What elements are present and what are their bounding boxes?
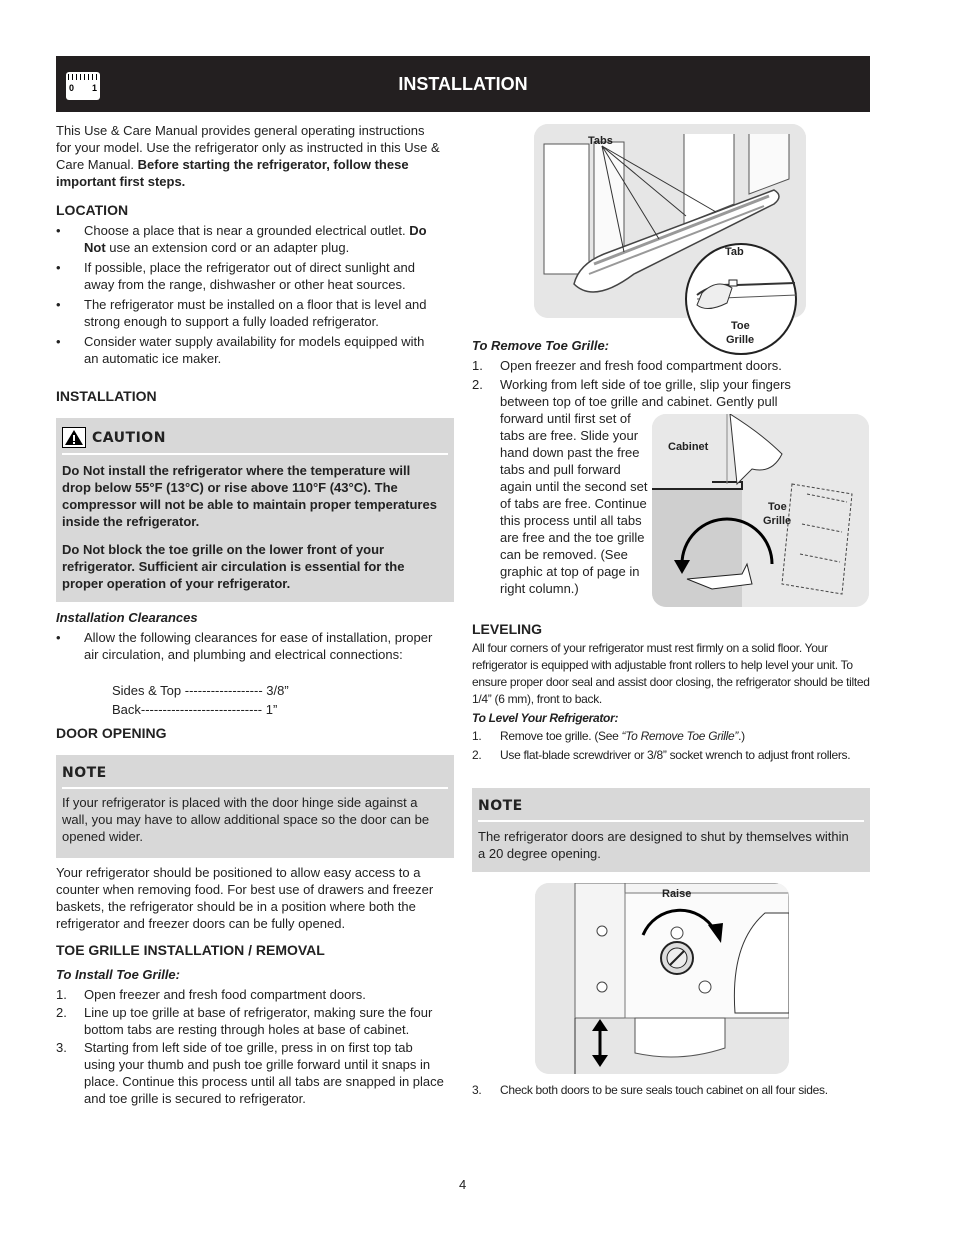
location-heading: LOCATION	[56, 202, 129, 218]
label-grille: Grille	[726, 334, 755, 346]
list-item: • Allow the following clearances for ease of installation, proper air circulation, and plumbing and electrical connections:	[56, 630, 433, 662]
list-item: 2. Use flat-blade screwdriver or 3/8” socket wrench to adjust front rollers.	[472, 748, 851, 762]
list-item: 2. Line up toe grille at base of refrigerator, making sure the four bottom tabs are resting through holes at base of cabinet.	[56, 1005, 433, 1037]
label-cabinet: Cabinet	[668, 441, 709, 453]
level-refrigerator-heading: To Level Your Refrigerator:	[472, 711, 619, 725]
leveling-heading: LEVELING	[472, 621, 543, 637]
note-text: If your refrigerator is placed with the door hinge side against a wall, you may have to allow additional space so the door can be opened wider.	[62, 795, 430, 844]
location-list	[56, 222, 441, 370]
tab-detail-circle	[677, 243, 807, 355]
clearance-sides-top: Sides & Top ------------------ 3/8”	[112, 683, 289, 698]
roller-adjust-figure	[535, 883, 789, 1074]
list-item: • If possible, place the refrigerator out of direct sunlight and away from the range, dishwasher or other heat sources.	[56, 260, 415, 292]
door-opening-body: Your refrigerator should be positioned to allow easy access to a counter when removing food. For best use of drawers and freezer baskets, the refrigerator should be in a position where both the refrigerator and freezer doors can be fully opened.	[56, 865, 434, 931]
list-item: • Consider water supply availability for models equipped with an automatic ice maker.	[56, 334, 425, 366]
caution-text-1: Do Not install the refrigerator where the temperature will drop below 55°F (13°C) or rise above 110°F (43°C). The compressor will not be able to maintain proper temperatures inside the refrigerator.	[62, 463, 437, 529]
label-tabs: Tabs	[588, 135, 613, 147]
warning-icon	[62, 427, 86, 448]
note-text: The refrigerator doors are designed to shut by themselves within a 20 degree opening.	[478, 829, 849, 861]
clearance-back: Back---------------------------- 1”	[112, 702, 278, 717]
clearances-heading: Installation Clearances	[56, 610, 198, 625]
intro-paragraph: This Use & Care Manual provides general operating instructions for your model. Use the refrigerator only as instructed in this Use & Care Manual. Before starting the refrigerator, follow these important first steps.	[56, 123, 440, 189]
page-number: 4	[459, 1177, 467, 1192]
note-box-leveling	[472, 788, 870, 872]
note-label: NOTE	[62, 765, 107, 781]
note-box	[56, 755, 454, 858]
page-title: INSTALLATION	[398, 74, 528, 94]
cabinet-figure	[652, 414, 869, 607]
list-item: 1. Remove toe grille. (See “To Remove Toe Grille”.)	[472, 729, 745, 743]
roller-adjust-illustration	[535, 883, 789, 1074]
list-item: 3. Check both doors to be sure seals touch cabinet on all four sides.	[472, 1083, 828, 1097]
caution-box	[56, 418, 454, 602]
leveling-step-3	[472, 1082, 852, 1102]
toe-grille-heading: TOE GRILLE INSTALLATION / REMOVAL	[56, 942, 325, 958]
leveling-steps	[472, 728, 852, 767]
caution-label: CAUTION	[92, 429, 166, 446]
remove-toe-grille-heading: To Remove Toe Grille:	[472, 338, 610, 353]
list-item: 1. Open freezer and fresh food compartment doors.	[472, 358, 782, 373]
note-label: NOTE	[478, 798, 523, 814]
install-toe-grille-heading: To Install Toe Grille:	[56, 967, 180, 982]
caution-text-2: Do Not block the toe grille on the lower front of your refrigerator. Sufficient air circulation is essential for the proper operation of your refrigerator.	[62, 542, 405, 591]
cabinet-illustration	[652, 414, 869, 607]
list-item: 3. Starting from left side of toe grille, press in on first top tab using your thumb and push toe grille forward until it snaps in place. Continue this process until all tabs are snapped in place and toe grille is secured to refrigerator.	[56, 1040, 444, 1106]
list-item: • The refrigerator must be installed on a floor that is level and strong enough to support a fully loaded refrigerator.	[56, 297, 427, 329]
label-tab: Tab	[725, 246, 744, 258]
label-toe: Toe	[768, 501, 787, 513]
leveling-body: All four corners of your refrigerator must rest firmly on a solid floor. Your refrigerator is equipped with adjustable front rollers to help level your unit. To ensure proper door seal and assist door closing, the refrigerator should be tilted 1/4” (6 mm), front to back.	[472, 641, 870, 706]
label-toe: Toe	[731, 320, 750, 332]
list-item: • Choose a place that is near a grounded electrical outlet. Do Not use an extension cord or an adapter plug.	[56, 223, 427, 255]
installation-heading: INSTALLATION	[56, 388, 157, 404]
section-header	[56, 56, 870, 112]
tab-detail-illustration	[677, 243, 807, 355]
label-raise: Raise	[662, 888, 692, 900]
ruler-icon: 0 1	[66, 72, 100, 100]
door-opening-heading: DOOR OPENING	[56, 725, 167, 741]
list-item: 1. Open freezer and fresh food compartment doors.	[56, 987, 366, 1002]
clearances-list	[56, 629, 441, 666]
remove-steps	[472, 357, 822, 413]
list-item: 2. Working from left side of toe grille, slip your fingers between top of toe grille and cabinet. Gently pull	[472, 377, 791, 409]
remove-step2-continued: forward until first set of tabs are free. Slide your hand down past the free tabs and pull forward again until the second set of tabs are free. Continue this process until all tabs are free and the toe grille can be removed. (See graphic at top of page in right column.)	[500, 411, 648, 596]
label-grille: Grille	[763, 515, 792, 527]
install-steps	[56, 986, 446, 1110]
